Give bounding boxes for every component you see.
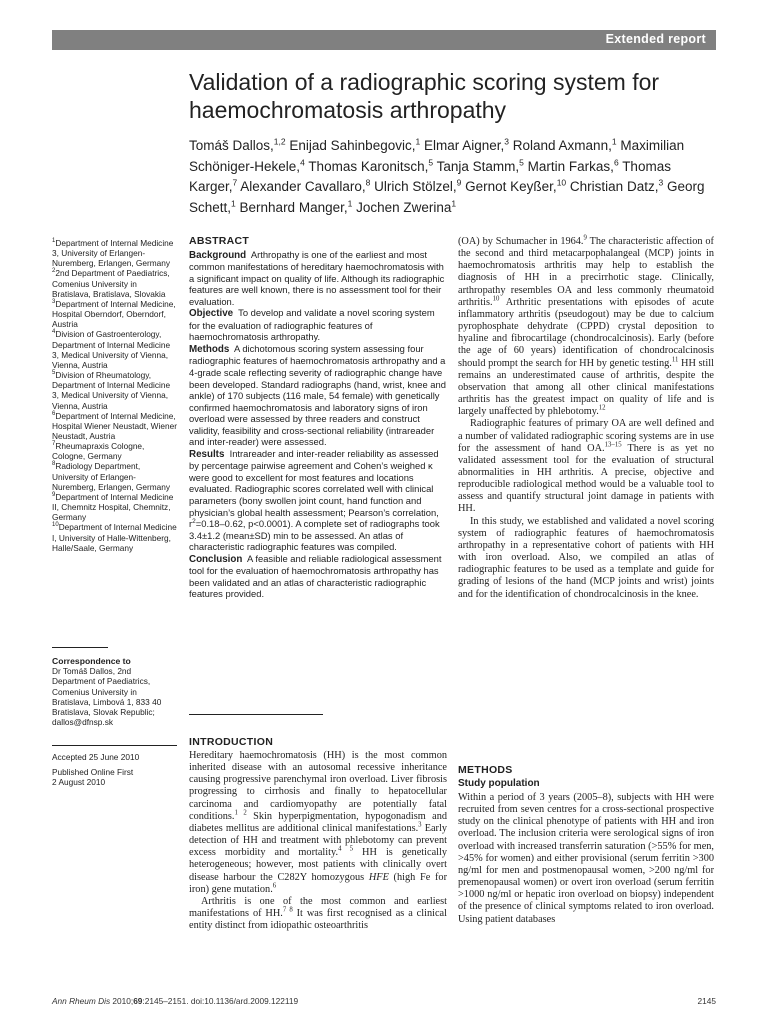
body-paragraph: (OA) by Schumacher in 1964.$^9$ The characteristic affection of the second and third metacarpophalangeal (MCP) joints in haemochromatosis arthritis may help to establish the diagnosis of HH in a precirrhotic stage. Clinically, arthropathy resembles OA and less commonly rheumatoid arthritis.$^{10}$ Arthritic presentations with episodes of acute inflammatory arthritis (pseudogout) may be due to calcium pyrophosphate dehydrate (CPPD) crystal deposition to hyaline and fibrocartilage (chondrocalcinosis). Early (before the age of 60 years) identification of chondrocalcinosis should prompt the search for HH by genetic testing.$^{11}$ HH still remains an underestimated cause of arthritis, despite the observation that among all other clinical manifestations arthritis has the greatest impact on quality of life and is largely unaffected by phlebotomy.$^{12}$ (458, 234, 714, 418)
author-name: Elmar Aigner,$^3$ (423, 136, 509, 153)
citation-volume: 69 (133, 996, 143, 1006)
section-header-bar (52, 30, 716, 50)
affiliation-entry: $^{10}$Department of Internal Medicine I, University of Halle-Wittenberg, Halle/Saale, Germany (52, 522, 177, 553)
abstract-results-text-cont: =0.18–0.62, p<0.0001). A complete set of radiographs took 3.4±1.2 (mean±SD) min to be assessed. An atlas of characteristic radiographic features was compiled. (189, 518, 440, 553)
citation-year: 2010; (110, 996, 134, 1006)
author-affiliation-sup: 3 (504, 136, 509, 147)
affiliation-sup: 2 (52, 268, 56, 275)
abstract-results-sup: 2 (192, 518, 196, 525)
author-affiliation-sup: 1 (415, 136, 421, 147)
citation-ref[interactable]: 6 (272, 882, 277, 890)
author-name: Roland Axmann,$^1$ (512, 136, 617, 153)
affiliation-entry: $^3$Department of Internal Medicine, Hospital Oberndorf, Oberndorf, Austria (52, 298, 176, 330)
affiliation-sup: 6 (52, 410, 56, 417)
body-paragraph: Within a period of 3 years (2005–8), subjects with HH were recruited from seven centres for a cross-sectional prospective study on the clinical phenotype of patients with HH and iron overload. The inclusion criteria were serological signs of iron overload with increased transferrin saturation (>55% for men, >45% for women) and either provisional (serum ferritin >300 ng/ml for men and postmenopausal women, >200 ng/ml for premenopausal women) or overt iron overload (serum ferritin >1000 ng/ml or hepatic iron overload on biopsy) independent of the presence of clinical symptoms related to iron overload. Using patient databases (458, 792, 714, 925)
abstract-objective-text: To develop and validate a novel scoring system for the evaluation of radiographic features of haemochromatosis arthropathy. (189, 307, 435, 343)
sidebar-divider (52, 647, 108, 648)
affiliation-entry: $^2$2nd Department of Paediatrics, Comenius University in Bratislava, Bratislava, Slovakia (52, 268, 170, 299)
author-affiliation-sup: 1 (231, 198, 236, 208)
citation-doi: :2145–2151. doi:10.1136/ard.2009.122119 (142, 996, 299, 1006)
correspondence-line: Comenius University in (52, 686, 137, 697)
abstract-conclusion (189, 553, 447, 600)
author-affiliation-sup: 8 (365, 177, 371, 188)
abstract-background-text: Arthropathy is one of the earliest and most common manifestations of hereditary haemochromatosis with a significant impact on quality of life. Although its radiographic features are well known, there is no assessment tool for their evaluation. (189, 248, 445, 307)
correspondence-line: Bratislava, Slovak Republic; (52, 707, 155, 718)
correspondence-line: Bratislava, Limbová 1, 833 40 (52, 696, 162, 707)
affiliation-sup: 7 (52, 441, 56, 448)
abstract-methods-text: A dichotomous scoring system assessing four radiographic features of haemochromatosis arthropathy and a 4-grade scale reflecting severity of radiographic change have been developed. Standard radiographs (hand, wrist, knee and ankle) of 170 subjects (116 male, 54 female) with genetically confirmed haemochromatosis and laboratory signs of iron overload were assessed by three readers and construct validity, feasibility and cross-sectional reliability (intrareader and inter-reader) were assessed. (189, 342, 446, 448)
author-name: Ulrich Stölzel,$^9$ (374, 177, 462, 194)
author-name: Alexander Cavallaro,$^8$ (240, 177, 371, 194)
citation-ref[interactable]: 11 (671, 356, 679, 364)
page-number: 2145 (697, 996, 716, 1006)
abstract-heading: ABSTRACT (189, 235, 250, 247)
affiliation-sup: 4 (52, 329, 56, 336)
abstract-background (189, 249, 447, 308)
affiliation-entry: $^6$Department of Internal Medicine, Hospital Wiener Neustadt, Wiener Neustadt, Austria (52, 410, 177, 441)
affiliation-entry: $^5$Division of Rheumatology, Department of Internal Medicine 3, Medical University of Vienna, Vienna, Austria (52, 370, 171, 411)
introduction-paragraph: Hereditary haemochromatosis (HH) is the most common inherited disease with an autosomal recessive inheritance causing progressive parenchymal iron overload. Liver fibrosis progressing to cirrhosis and finally to hepatocellular carcinoma and cardiomyopathy are potentially fatal conditions.$^{1 2}$ Skin hyperpigmentation, hypogonadism and diabetes mellitus are additional clinical manifestations.$^3$ Early detection of HH and treatment with phlebotomy can prevent excess morbidity and mortality.$^{4 5}$ HH is genetically heterogeneous; however, most patients with clinically overt disease harbour the C282Y homozygous HFE (high Fe for iron) gene mutation.$^6$ (189, 750, 448, 895)
author-affiliation-sup: 5 (519, 157, 524, 167)
author-name: Gernot Keyßer,$^{10}$ (465, 177, 567, 194)
author-name: Bernhard Manger,$^1$ (239, 198, 353, 215)
abstract (189, 236, 447, 600)
author-affiliation-sup: 1 (611, 136, 617, 147)
dates-divider (52, 745, 177, 746)
author-name: Tanja Stamm,$^5$ (436, 157, 524, 174)
affiliation-sup: 9 (52, 492, 56, 499)
citation-ref[interactable]: 10 (492, 295, 500, 303)
author-affiliation-sup: 3 (658, 177, 664, 188)
affiliation-entry: $^1$Department of Internal Medicine 3, University of Erlangen-Nuremberg, Erlangen, Germany (52, 238, 174, 269)
author-name: Jochen Zwerina$^1$ (356, 198, 457, 215)
author-name: Tomáš Dallos,$^{1,2}$ (189, 136, 286, 153)
author-name: Georg Schett,$^1$ (189, 179, 705, 215)
affiliation-sup: 10 (52, 522, 59, 529)
published-label: Published Online First (52, 767, 134, 778)
affiliations (52, 238, 177, 553)
abstract-results-label: Results (189, 448, 225, 460)
author-name: Martin Farkas,$^6$ (527, 157, 619, 174)
correspondence-block (52, 656, 177, 727)
correspondence-line: Department of Paediatrics, (52, 676, 151, 687)
author-name: Maximilian Schöniger-Hekele,$^4$ (189, 138, 685, 174)
author-affiliation-sup: 9 (456, 177, 462, 188)
body-paragraph: In this study, we established and validated a novel scoring system of radiographic features of haemochromatosis arthropathy in a representative cohort of patients with HH with iron overload. Also, we compiled an atlas of radiographic features to be used as a template and guide for grading of lesions of the hand (MCP joints and wrist) joints and for the identification of chondrocalcinosis in the knee. (458, 515, 714, 600)
affiliation-entry: $^7$Rheumapraxis Cologne, Cologne, Germany (52, 441, 145, 462)
citation-ref[interactable]: 3 (418, 821, 422, 829)
citation-ref[interactable]: 12 (598, 404, 606, 412)
introduction-heading: INTRODUCTION (189, 736, 274, 748)
journal-name: Ann Rheum Dis (52, 996, 111, 1006)
affiliation-entry: $^4$Division of Gastroenterology, Department of Internal Medicine 3, Medical University of Vienna, Vienna, Austria (52, 329, 171, 370)
author-name: Enijad Sahinbegovic,$^1$ (289, 136, 421, 153)
introduction-paragraph: Arthritis is one of the most common and earliest manifestations of HH.$^{7 8}$ It was first recognised as a clinical entity distinct from idiopathic osteoarthritis (189, 895, 447, 932)
author-affiliation-sup: 4 (300, 157, 305, 167)
accepted-date: Accepted 25 June 2010 (52, 752, 140, 762)
author-affiliation-sup: 1 (347, 198, 353, 208)
abstract-results (189, 448, 447, 553)
abstract-conclusion-text: A feasible and reliable radiological assessment tool for the evaluation of haemochromatosis arthropathy has been validated and an atlas of characteristic radiographic features provided. (189, 552, 442, 600)
abstract-results-text: Intrareader and inter-reader reliability as assessed by percentage pairwise agreement and Cohen’s weighed κ were good to excellent for most features and locations evaluated. Radiographic scores correlated well with clinical parameters (bony swollen joint count, hand function and physician’s global health assessment; Pearson’s correlation, r (189, 447, 439, 530)
methods-heading: METHODS (458, 764, 513, 776)
correspondence-email[interactable]: dallos@dfnsp.sk (52, 717, 113, 728)
abstract-conclusion-label: Conclusion (189, 553, 243, 565)
published-date (52, 767, 177, 787)
author-name: Thomas Karger,$^7$ (189, 158, 671, 194)
abstract-objective-label: Objective (189, 308, 234, 320)
article-type-label: Extended report (605, 32, 706, 46)
author-name: Thomas Karonitsch,$^5$ (308, 157, 434, 174)
abstract-methods-label: Methods (189, 343, 230, 355)
journal-citation (52, 996, 298, 1006)
study-population-heading: Study population (458, 778, 540, 789)
citation-ref[interactable]: 1 2 (234, 809, 247, 817)
author-list (189, 136, 719, 218)
gene-name: HFE (368, 871, 389, 883)
author-affiliation-sup: 5 (428, 157, 434, 167)
affiliation-sup: 5 (52, 370, 56, 377)
author-affiliation-sup: 10 (556, 177, 567, 188)
methods-body (458, 792, 714, 926)
citation-ref[interactable]: 4 5 (338, 845, 354, 853)
author-affiliation-sup: 7 (232, 177, 238, 188)
affiliation-sup: 8 (52, 461, 56, 468)
citation-ref[interactable]: 13–15 (604, 441, 622, 449)
author-affiliation-sup: 1,2 (273, 136, 286, 147)
author-affiliation-sup: 6 (613, 157, 619, 167)
affiliation-sup: 3 (52, 299, 56, 306)
author-name: Christian Datz,$^3$ (569, 177, 664, 194)
author-affiliation-sup: 1 (451, 198, 457, 208)
citation-ref[interactable]: 7 8 (282, 906, 293, 914)
abstract-divider (189, 714, 323, 715)
abstract-objective (189, 307, 447, 343)
affiliation-entry: $^9$Department of Internal Medicine II, Chemnitz Hospital, Chemnitz, Germany (52, 491, 174, 523)
correspondence-line: Dr Tomáš Dallos, 2nd (52, 666, 132, 677)
correspondence-heading: Correspondence to (52, 656, 131, 666)
affiliation-entry: $^8$Radiology Department, University of Erlangen-Nuremberg, Erlangen, Germany (52, 461, 171, 492)
published-value: 2 August 2010 (52, 777, 106, 788)
affiliation-sup: 1 (52, 238, 56, 245)
body-paragraph: Radiographic features of primary OA are well defined and a number of validated radiographic scoring systems are in use for the assessment of hand OA.$^{13-15}$ There is as yet no validated assessment tool for the evaluation of structural abnormalities in HH arthritis. A precise, objective and reproducible radiological method would be a valuable tool to assess and quantify structural joint damage in patients with HH. (458, 418, 714, 515)
citation-ref[interactable]: 9 (583, 234, 587, 242)
abstract-background-label: Background (189, 249, 247, 261)
article-title: Validation of a radiographic scoring system for haemochromatosis arthropathy (189, 69, 660, 123)
abstract-methods (189, 343, 447, 448)
right-column-intro (458, 236, 714, 601)
introduction-body (189, 750, 447, 932)
article-dates (52, 752, 177, 793)
